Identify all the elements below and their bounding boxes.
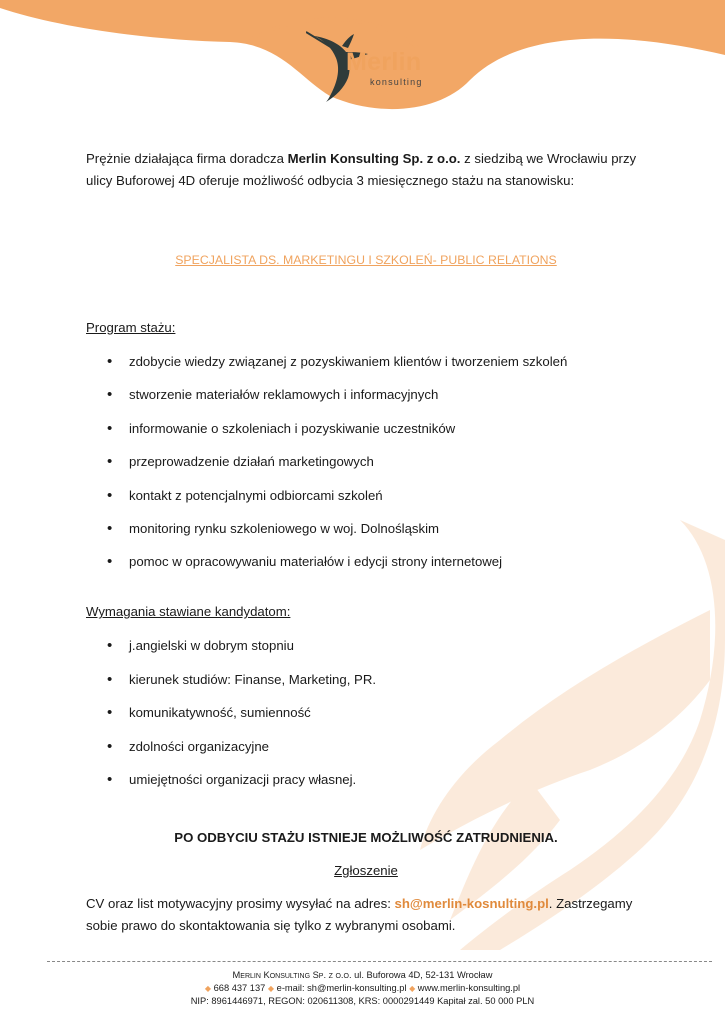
logo-wordmark: Merlin <box>346 48 422 76</box>
application-text-end: . Zastrzegamy sobie prawo do skontaktowania się tylko z wybranymi osobami. <box>86 896 633 934</box>
requirement-item: • komunikatywność, sumienność <box>86 702 646 724</box>
program-item: • kontakt z potencjalnymi odbiorcami szkoleń <box>86 485 646 507</box>
program-item: • zdobycie wiedzy związanej z pozyskiwaniem klientów i tworzeniem szkoleń <box>86 351 646 373</box>
footer-divider <box>47 961 712 962</box>
diamond-icon: ◆ <box>409 984 416 993</box>
application-email-link[interactable]: sh@merlin-kosnulting.pl <box>394 896 549 912</box>
diamond-icon: ◆ <box>204 984 212 993</box>
intro-text-start: Prężnie działająca firma doradcza <box>86 151 288 166</box>
footer-registry: NIP: 8961446971, REGON: 020611308, KRS: 0000291449 Kapitał zal. 50 000 PLN <box>190 996 535 1006</box>
intro-paragraph <box>86 148 646 192</box>
footer-address: ul. Buforowa 4D, 52-131 Wrocław <box>351 970 493 980</box>
intro-text-end: z siedzibą we Wrocławiu przy ulicy Buforowej 4D oferuje możliwość odbycia 3 miesięcznego stażu na stanowisku: <box>86 151 637 188</box>
application-heading: Zgłoszenie <box>334 863 398 879</box>
diamond-icon: ◆ <box>267 984 275 993</box>
application-paragraph <box>86 893 646 937</box>
footer-contact-line <box>0 982 725 995</box>
company-name: Merlin Konsulting Sp. z o.o. <box>287 151 461 166</box>
program-item: • stworzenie materiałów reklamowych i informacyjnych <box>86 384 646 406</box>
main-content <box>86 148 646 951</box>
requirement-item: • kierunek studiów: Finanse, Marketing, PR. <box>86 669 646 691</box>
footer-website[interactable]: www.merlin-konsulting.pl <box>415 983 521 993</box>
footer <box>0 969 725 1008</box>
program-heading: Program stażu: <box>86 320 176 335</box>
requirements-list <box>86 635 646 791</box>
position-title: SPECJALISTA DS. MARKETINGU I SZKOLEŃ- PUBLIC RELATIONS <box>175 253 557 267</box>
program-item: • przeprowadzenie działań marketingowych <box>86 451 646 473</box>
program-item: • informowanie o szkoleniach i pozyskiwanie uczestników <box>86 418 646 440</box>
footer-company: Merlin Konsulting Sp. z o.o. <box>232 970 352 980</box>
requirements-heading: Wymagania stawiane kandydatom: <box>86 604 291 620</box>
program-item: • pomoc w opracowywaniu materiałów i edycji strony internetowej <box>86 551 646 573</box>
program-item: • monitoring rynku szkoleniowego w woj. Dolnośląskim <box>86 518 646 540</box>
program-list <box>86 351 646 573</box>
logo-subtitle: konsulting <box>370 77 423 87</box>
footer-address-line <box>0 969 725 982</box>
requirement-item: • j.angielski w dobrym stopniu <box>86 635 646 657</box>
employment-notice: PO ODBYCIU STAŻU ISTNIEJE MOŻLIWOŚĆ ZATRUDNIENIA. <box>174 830 558 846</box>
footer-email[interactable]: e-mail: sh@merlin-konsulting.pl <box>274 983 410 993</box>
footer-phone: 668 437 137 <box>211 983 268 993</box>
requirement-item: • zdolności organizacyjne <box>86 736 646 758</box>
requirement-item: • umiejętności organizacji pracy własnej. <box>86 769 646 791</box>
application-text-start: CV oraz list motywacyjny prosimy wysyłać na adres: <box>86 896 395 912</box>
